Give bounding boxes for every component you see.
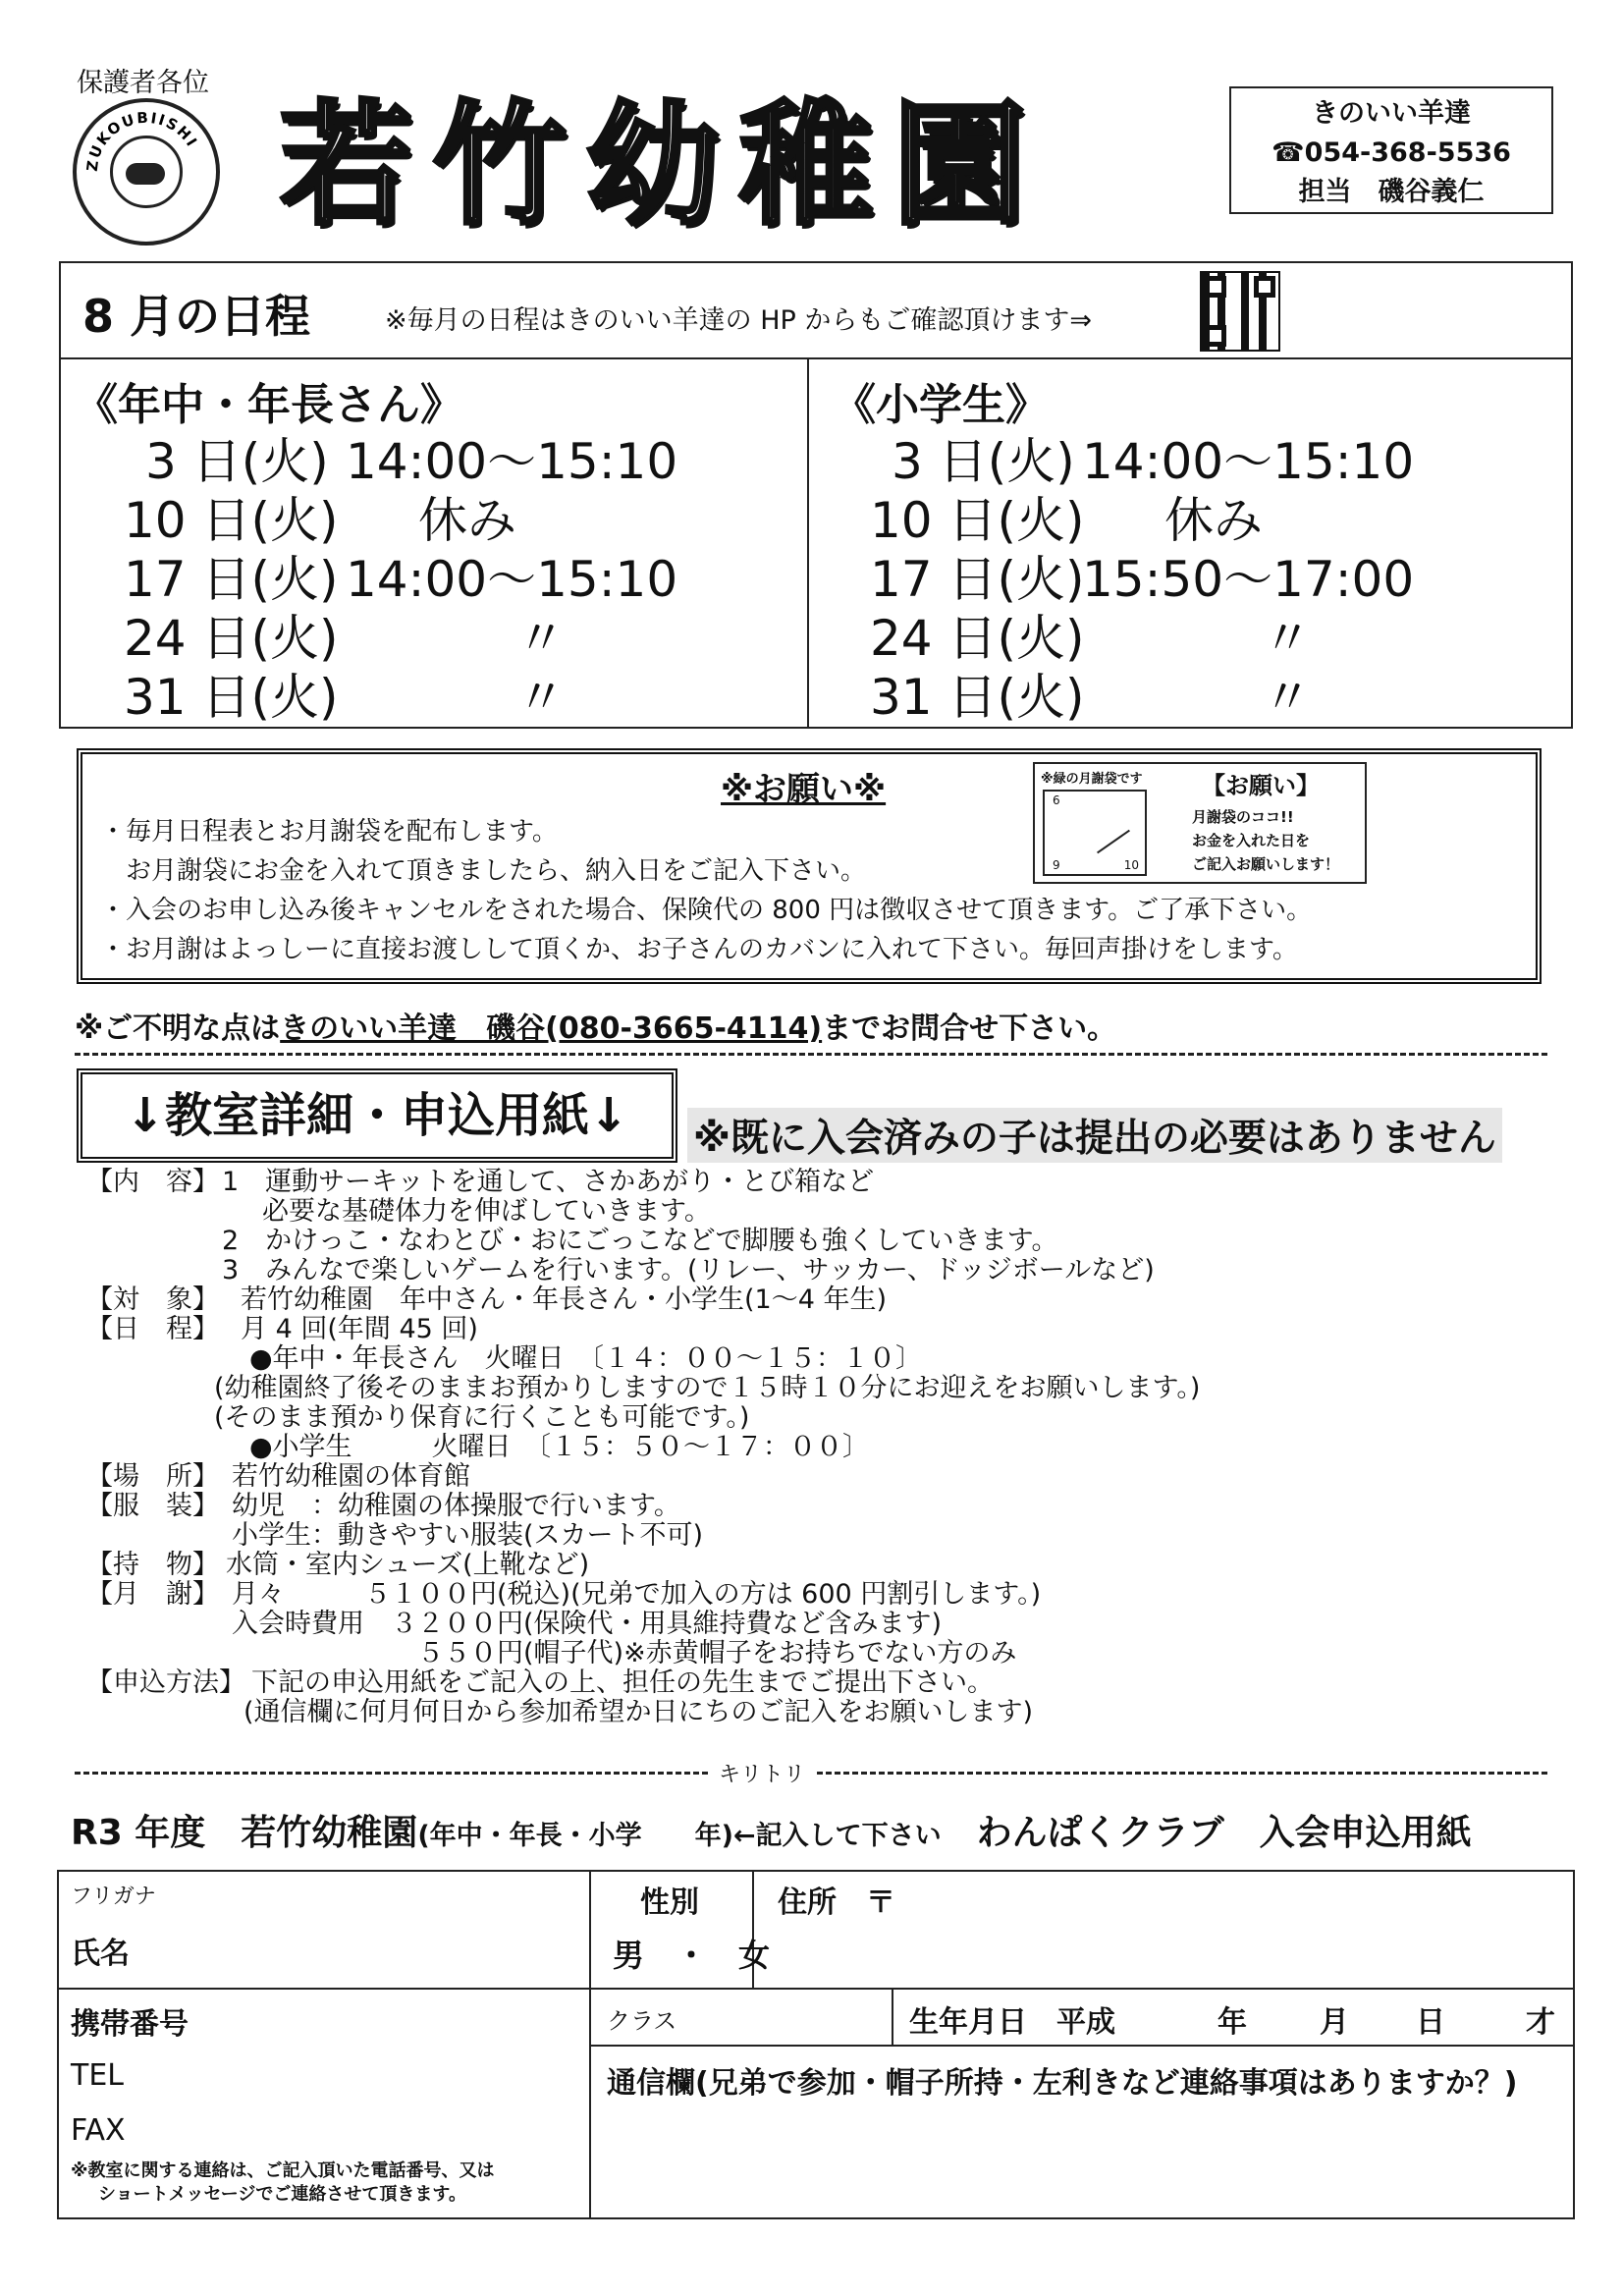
qr-finder (1205, 325, 1226, 347)
gender-options[interactable]: 男 ・ 女 (613, 1937, 771, 1974)
furigana-label: フリガナ (71, 1885, 156, 1909)
detail-text: ●年中・年長さん 火曜日 〔１４：００～１５：１０〕 (249, 1343, 923, 1374)
detail-text: 小学生：動きやすい服装(スカート不可) (232, 1520, 704, 1551)
detail-text: ５５０円(帽子代)※赤黄帽子をお持ちでない方のみ (232, 1638, 1017, 1668)
detail-label: 【場 所】 (86, 1461, 219, 1492)
request-title: ※お願い※ (721, 770, 887, 809)
envelope-caption: ※緑の月謝袋です (1041, 772, 1143, 787)
qr-finder (1205, 276, 1226, 298)
gender-label: 性別 (640, 1886, 699, 1920)
form-header (71, 1805, 1472, 1855)
envelope-illustration (1033, 762, 1367, 884)
kindergarten-logo (73, 98, 220, 246)
contact-box (1229, 86, 1553, 214)
schedule-date: 24 日(火) (870, 610, 1085, 667)
schedule-date: 10 日(火) (870, 492, 1085, 549)
schedule-heading-elementary: 《小学生》 (833, 380, 1049, 430)
schedule-time: 休み (1164, 492, 1263, 549)
mobile-label: 携帯番号 (71, 2007, 189, 2042)
schedule-date: 17 日(火) (870, 551, 1085, 608)
envelope-number: 9 (1053, 858, 1060, 872)
envelope-number: 10 (1123, 858, 1139, 872)
inquiry-post: までお問合せ下さい。 (822, 1011, 1117, 1046)
salutation: 保護者各位 (77, 68, 209, 98)
detail-text: (幼稚園終了後そのままお預かりしますので１５時１０分にお迎えをお願いします。) (214, 1373, 1201, 1403)
schedule-divider (807, 357, 809, 729)
schedule-time: 14:00～15:10 (346, 433, 678, 490)
schedule-heading-kinder: 《年中・年長さん》 (75, 380, 463, 430)
request-line: ・毎月日程表とお月謝袋を配布します。 (100, 817, 558, 847)
detail-label: 【持 物】 (86, 1550, 219, 1580)
arrow-icon (1097, 830, 1130, 854)
logo-text: ZUKOUBIISHI (82, 108, 202, 173)
detail-label: 【内 容】 (86, 1167, 219, 1197)
class-label: クラス (607, 2007, 677, 2035)
application-form (57, 1870, 1575, 2219)
form-line (892, 1988, 893, 2045)
schedule-date: 31 日(火) (870, 669, 1085, 726)
tel-label: TEL (71, 2058, 124, 2093)
detail-text: 若竹幼稚園 年中さん・年長さん・小学生(1～4 年生) (214, 1285, 888, 1315)
form-line (589, 2045, 1575, 2047)
schedule-time: 15:50～17:00 (1082, 551, 1415, 608)
schedule-header (61, 263, 1571, 359)
name-field[interactable] (59, 1911, 589, 1988)
comm-field[interactable] (591, 2098, 1575, 2219)
detail-text: 月 4 回(年間 45 回) (214, 1314, 478, 1344)
request-line: お月謝袋にお金を入れて頂きましたら、納入日をご記入下さい。 (100, 856, 867, 886)
schedule-time: 〃 (516, 669, 566, 726)
already-member-note: ※既に入会済みの子は提出の必要はありません (687, 1108, 1502, 1163)
qr-finder (1254, 276, 1275, 298)
schedule-note: ※毎月の日程はきのいい羊達の HP からもご確認頂けます⇒ (385, 305, 1092, 336)
detail-text: 水筒・室内シューズ(上靴など) (226, 1550, 590, 1580)
envelope-heading: 【お願い】 (1202, 772, 1320, 799)
form-year: R3 年度 若竹幼稚園 (71, 1813, 418, 1853)
detail-text: (通信欄に何月何日から参加希望か日にちのご記入をお願いします) (243, 1697, 1034, 1727)
schedule-time: 休み (418, 492, 516, 549)
details-title: ↓教室詳細・申込用紙↓ (77, 1068, 677, 1163)
detail-label: 【月 謝】 (86, 1579, 219, 1610)
contact-org: きのいい羊達 (1312, 98, 1471, 129)
schedule-date: 3 日(火) (892, 433, 1075, 490)
request-box (77, 748, 1542, 984)
detail-text: ●小学生 火曜日 〔１５：５０～１７：００〕 (249, 1432, 870, 1462)
envelope-text-line: 月謝袋のココ!! (1192, 808, 1294, 826)
form-line (589, 1872, 591, 1988)
birth-unit: 才 (1526, 2005, 1555, 2040)
schedule-date: 3 日(火) (145, 433, 329, 490)
detail-text: 月々 ５１００円(税込)(兄弟で加入の方は 600 円割引します。) (232, 1579, 1042, 1610)
contact-note: ※教室に関する連絡は、ご記入頂いた電話番号、又は (71, 2160, 495, 2181)
contact-person: 担当 磯谷義仁 (1298, 177, 1485, 207)
inquiry-contact[interactable]: きのいい羊達 磯谷(080-3665-4114) (280, 1011, 823, 1046)
inquiry-pre: ※ご不明な点は (75, 1011, 281, 1046)
schedule-time: 14:00～15:10 (1082, 433, 1415, 490)
contact-note: ショートメッセージでご連絡させて頂きます。 (98, 2184, 466, 2205)
address-field[interactable] (754, 1911, 1575, 1988)
form-class-note: (年中・年長・小学 年)←記入して下さい (417, 1821, 942, 1851)
schedule-date: 31 日(火) (124, 669, 339, 726)
svg-text:ZUKOUBIISHI (83, 109, 201, 173)
comm-label: 通信欄(兄弟で参加・帽子所持・左利きなど連絡事項はありますか？) (607, 2066, 1518, 2101)
detail-label: 【申込方法】 (86, 1667, 245, 1698)
schedule-box (59, 261, 1573, 729)
schedule-time: 〃 (1263, 610, 1312, 667)
name-label: 氏名 (71, 1937, 130, 1971)
page-title: 若竹幼稚園 (280, 88, 1046, 244)
detail-text: 幼児 ：幼稚園の体操服で行います。 (232, 1491, 680, 1521)
class-field[interactable] (707, 1990, 890, 2045)
birth-unit: 月 (1320, 2005, 1349, 2040)
form-club-title: わんぱくクラブ 入会申込用紙 (976, 1813, 1472, 1853)
inquiry-line (75, 1004, 1116, 1047)
schedule-date: 17 日(火) (124, 551, 339, 608)
fax-label: FAX (71, 2113, 126, 2148)
address-label: 住所 〒 (778, 1886, 895, 1920)
detail-text: 1 運動サーキットを通して、さかあがり・とび箱など (222, 1167, 875, 1197)
schedule-time: 〃 (1263, 669, 1312, 726)
detail-label: 【服 装】 (86, 1491, 219, 1521)
request-line: ・入会のお申し込み後キャンセルをされた場合、保険代の 800 円は徴収させて頂きます。ご了承下さい。 (100, 896, 1313, 925)
detail-text: 2 かけっこ・なわとび・おにごっこなどで脚腰も強くしていきます。 (222, 1226, 1058, 1256)
envelope-text-line: ご記入お願いします！ (1192, 855, 1340, 873)
qr-code-icon[interactable] (1200, 271, 1280, 352)
detail-text: (そのまま預かり保育に行くことも可能です。) (214, 1402, 750, 1433)
detail-text: 若竹幼稚園の体育館 (232, 1461, 470, 1492)
detail-label: 【対 象】 (86, 1285, 219, 1315)
schedule-date: 24 日(火) (124, 610, 339, 667)
contact-phone[interactable]: ☎054-368-5536 (1271, 137, 1511, 168)
dashed-divider (75, 1053, 1547, 1056)
schedule-time: 〃 (516, 610, 566, 667)
envelope-icon (1043, 790, 1147, 876)
detail-label: 【日 程】 (86, 1314, 219, 1344)
envelope-number: 6 (1053, 793, 1060, 807)
tel-field[interactable] (137, 2054, 579, 2098)
detail-text: 入会時費用 ３２００円(保険代・用具維持費など含みます) (232, 1609, 943, 1639)
fax-field[interactable] (137, 2109, 579, 2153)
schedule-title: 8 月の日程 (82, 290, 311, 343)
detail-text: 下記の申込用紙をご記入の上、担任の先生までご提出下さい。 (251, 1667, 994, 1698)
logo-ring-text (73, 98, 220, 246)
envelope-text-line: お金を入れた日を (1192, 832, 1311, 849)
birth-unit: 年 (1217, 2005, 1247, 2040)
cut-line-label: キリトリ (709, 1758, 815, 1788)
detail-text: 必要な基礎体力を伸ばしていきます。 (236, 1196, 711, 1227)
birth-unit: 日 (1416, 2005, 1445, 2040)
schedule-time: 14:00～15:10 (346, 551, 678, 608)
detail-text: 3 みんなで楽しいゲームを行います。(リレー、サッカー、ドッジボールなど) (222, 1255, 1155, 1285)
schedule-date: 10 日(火) (124, 492, 339, 549)
envelope-text (1192, 805, 1339, 876)
request-line: ・お月謝はよっしーに直接お渡しして頂くか、お子さんのカバンに入れて下さい。毎回声掛けをします。 (100, 935, 1298, 964)
birth-label: 生年月日 平成 (909, 2005, 1115, 2040)
